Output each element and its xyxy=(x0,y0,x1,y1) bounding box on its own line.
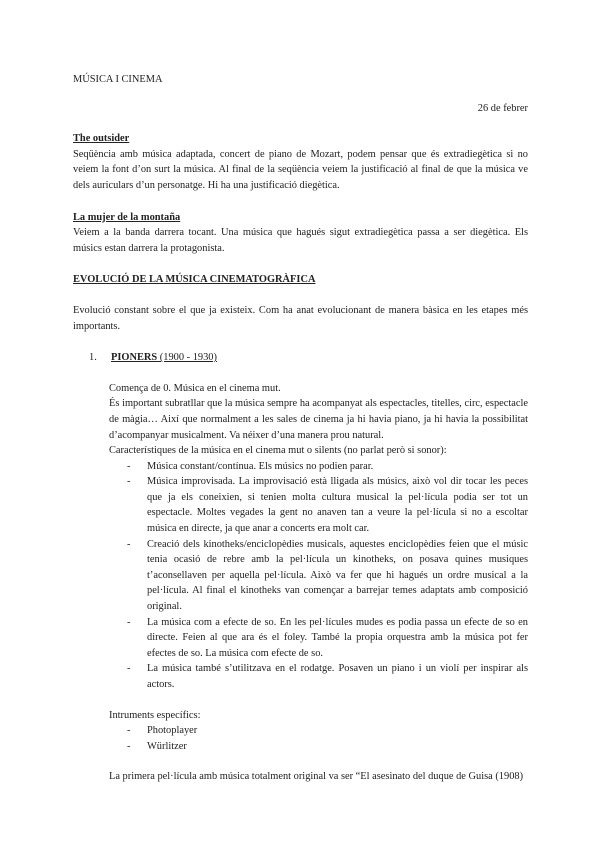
list-item xyxy=(109,723,528,739)
instruments-list xyxy=(109,723,528,754)
pioners-paragraph: És important subratllar que la música sempre ha acompanyat als espectacles, titelles, circ, espectacle de màgia… Així que normalment a les sales de cinema ja hi havia piano, ja hi havia la possibilitat d’acompanyar musicalment. Va néixer d’una manera prou natural. xyxy=(109,398,528,441)
list-item-text: Música constant/contínua. Els músics no podien parar. xyxy=(147,460,374,472)
evolution-heading: EVOLUCIÓ DE LA MÚSICA CINEMATOGRÀFICA xyxy=(73,274,316,286)
list-item-text: La música també s’utilitzava en el rodatge. Posaven un piano i un violí per inspirar als actors. xyxy=(147,663,528,690)
pioners-line1: Comença de 0. Música en el cinema mut. xyxy=(109,382,281,394)
list-item-text: Creació dels kinotheks/enciclopèdies musicals, aquestes enciclopèdies feien que el músic tenia ocasió de rebre amb la pel·lícula un kinotheks, on posava quines musiques t’aconsellaven per aquella pel·lícula. Això va fer que hi hagués un ordre musical a la pel·lícula. Al final el kinotheks van començar a barrejar temes adaptats amb composició original. xyxy=(147,538,528,613)
pioners-title: PIONERS xyxy=(111,352,158,364)
list-item xyxy=(109,474,528,536)
list-item-text: Würlitzer xyxy=(147,740,187,752)
document-page xyxy=(73,72,528,785)
document-title: MÚSICA I CINEMA xyxy=(73,74,163,85)
dash-marker: - xyxy=(127,740,131,752)
list-item-text: Música improvisada. La improvisació està lligada als músics, això vol dir tocar les peces que ja els coneixien, si tenien molta cultura musical la pel·lícula podia ser tot un espectacle. Moltes vegades la gent no anaven tan a veure la pel·lícula si no a escoltar música en directe, ja que anar a concerts era molt car. xyxy=(147,476,528,535)
list-number: 1. xyxy=(89,352,97,364)
list-item xyxy=(109,661,528,692)
document-date: 26 de febrer xyxy=(477,102,528,114)
dash-marker: - xyxy=(127,476,131,488)
dash-marker: - xyxy=(127,663,131,675)
characteristics-list xyxy=(109,459,528,693)
list-item xyxy=(109,615,528,662)
dash-marker: - xyxy=(127,538,131,550)
evolution-intro: Evolució constant sobre el que ja existeix. Com ha anat evolucionant de manera bàsica en les etapes més importants. xyxy=(73,304,528,332)
pioners-content xyxy=(109,381,528,785)
section-body-the-outsider: Seqüència amb música adaptada, concert de piano de Mozart, podem pensar que és extradiegètica si no veiem la font d’on surt la música. Al final de la seqüència veiem la justificació al final de que la música ve dels auriculars d’un personatge. Hi ha una justificació diegètica. xyxy=(73,148,528,191)
section-body-la-mujer-de-la-montana: Veiem a la banda darrera tocant. Una música que hagués sigut extradiegètica passa a ser diegètica. Els músics estan darrera la protagonista. xyxy=(73,227,528,254)
dash-marker: - xyxy=(127,725,131,737)
section-heading-la-mujer-de-la-montana: La mujer de la montaña xyxy=(73,211,181,223)
pioners-years: (1900 - 1930) xyxy=(157,352,217,364)
instruments-label: Intruments específics: xyxy=(109,709,201,721)
numbered-heading-pioners xyxy=(89,350,528,366)
section-heading-the-outsider: The outsider xyxy=(73,133,130,145)
dash-marker: - xyxy=(127,460,131,472)
list-item-text: Photoplayer xyxy=(147,725,198,737)
characteristics-label: Característiques de la música en el cinema mut o silents (no parlat però si sonor): xyxy=(109,445,447,457)
list-item xyxy=(109,459,528,475)
list-item-text: La música com a efecte de so. En les pel·lícules mudes es podia passa un efecte de so en directe. Feien al que ara és el foley. També la propia orquestra amb la música pot fer efectes de so. La música com efecte de so. xyxy=(147,616,528,659)
dash-marker: - xyxy=(127,616,131,628)
list-item xyxy=(109,739,528,755)
closing-paragraph: La primera pel·lícula amb música totalment original va ser “El asesinato del duque de Guisa (1908) xyxy=(109,771,524,783)
list-item xyxy=(109,537,528,615)
